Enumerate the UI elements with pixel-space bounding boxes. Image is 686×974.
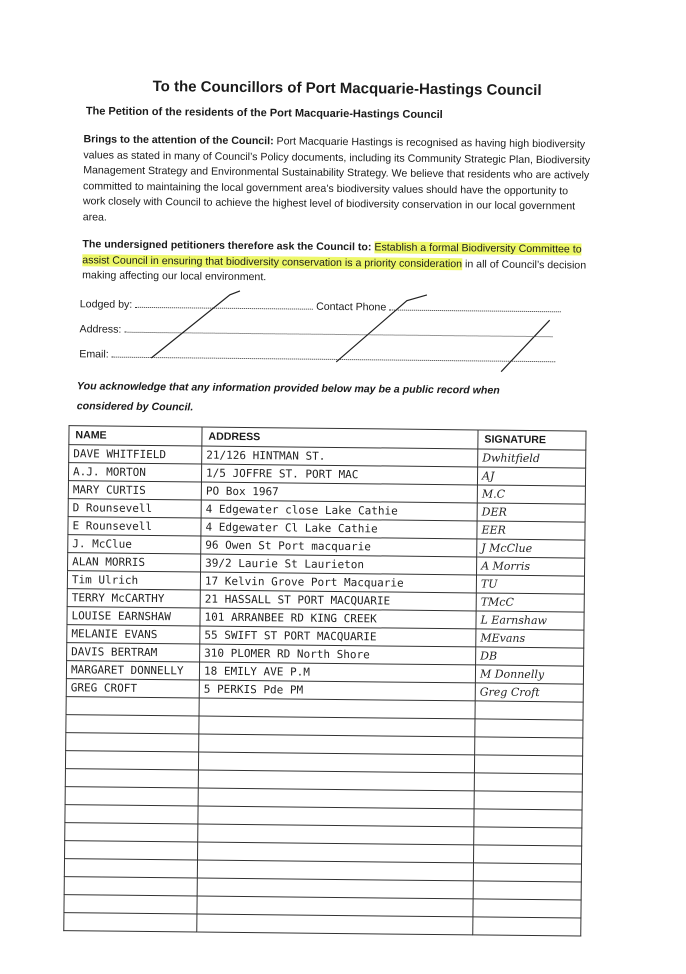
name-cell [65, 751, 198, 770]
name-cell [66, 715, 199, 734]
name-cell: GREG CROFT [66, 679, 199, 698]
address-cell: 18 EMILY AVE P.M [199, 662, 475, 683]
signature-cell [473, 845, 581, 864]
signature-cell [473, 899, 581, 918]
name-cell: E Rounsevell [68, 517, 201, 536]
address-label: Address: [79, 323, 122, 336]
name-cell [65, 841, 198, 860]
address-cell: 101 ARRANBEE RD KING CREEK [200, 608, 476, 629]
page-title: To the Councillors of Port Macquarie-Hastings Council [152, 78, 542, 100]
signature-cell: M.C [477, 485, 585, 504]
name-cell [64, 913, 197, 932]
signature-cell: L Earnshaw [476, 611, 584, 630]
address-cell: 17 Kelvin Grove Port Macquarie [200, 572, 476, 593]
signature-cell [474, 791, 582, 810]
signature-cell: A Morris [477, 557, 585, 576]
email-label: Email: [79, 348, 109, 361]
address-cell: 310 PLOMER RD North Shore [200, 644, 476, 665]
signature-cell: TMcC [476, 593, 584, 612]
address-cell: 1/5 JOFFRE ST. PORT MAC [201, 464, 477, 485]
signature-cell: J McClue [477, 539, 585, 558]
name-cell [64, 895, 197, 914]
signature-cell [474, 809, 582, 828]
name-cell: TERRY McCARTHY [67, 589, 200, 608]
lodged-by-label: Lodged by: [79, 298, 133, 311]
address-cell: 4 Edgewater Cl Lake Cathie [201, 518, 477, 539]
name-cell [66, 733, 199, 752]
address-cell: 55 SWIFT ST PORT MACQUARIE [200, 626, 476, 647]
address-cell: 39/2 Laurie St Laurieton [201, 554, 477, 575]
signature-cell: EER [477, 521, 585, 540]
column-header-address: ADDRESS [202, 427, 478, 449]
signature-cell [473, 863, 581, 882]
signature-cell: Greg Croft [475, 683, 583, 702]
name-cell: DAVE WHITFIELD [69, 445, 202, 464]
name-cell [65, 769, 198, 788]
name-cell [64, 877, 197, 896]
signature-cell: TU [476, 575, 584, 594]
name-cell: D Rounsevell [68, 499, 201, 518]
address-cell: 21 HASSALL ST PORT MACQUARIE [200, 590, 476, 611]
name-cell [65, 787, 198, 806]
acknowledgement-line-2: considered by Council. [76, 400, 194, 414]
signature-cell: M Donnelly [475, 665, 583, 684]
name-cell: A.J. MORTON [68, 463, 201, 482]
signature-cell: AJ [477, 467, 585, 486]
name-cell [65, 805, 198, 824]
address-cell: 4 Edgewater close Lake Cathie [201, 500, 477, 521]
address-cell: 5 PERKIS Pde PM [199, 680, 475, 701]
ask-label: The undersigned petitioners therefore ask the Council to: [82, 238, 372, 254]
brings-text: Port Macquarie Hastings is recognised as having high biodiversity values as stated in many of Council’s Policy documents, including its Community Strategic Plan, Biodiversity Management Strategy and Environmental Sustainability Strategy. We believe that residents who are actively committed to maintaining the local government area’s biodiversity values should have the opportunity to work closely with Council to achieve the highest level of biodiversity conservation in our local government area. [82, 135, 591, 224]
name-cell: MARY CURTIS [68, 481, 201, 500]
signature-cell: Dwhitfield [478, 449, 586, 468]
signature-cell [475, 719, 583, 738]
signature-cell [474, 827, 582, 846]
name-cell: DAVIS BERTRAM [67, 643, 200, 662]
name-cell: J. McClue [68, 535, 201, 554]
brings-label: Brings to the attention of the Council: [83, 133, 274, 148]
name-cell [64, 859, 197, 878]
highlighted-request: Establish a formal Biodiversity Committee to assist Council in ensuring that biodiversity conservation is a priority consideration [82, 241, 582, 270]
petition-subtitle: The Petition of the residents of the Port Macquarie-Hastings Council [85, 105, 443, 122]
signature-cell: MEvans [476, 629, 584, 648]
signature-cell [475, 737, 583, 756]
signature-cell [473, 917, 581, 936]
contact-phone-label: Contact Phone [316, 300, 387, 314]
address-cell: 96 Owen St Port macquarie [201, 536, 477, 557]
name-cell [66, 697, 199, 716]
ask-rest: in all of Council’s decision making affecting our local environment. [82, 257, 587, 284]
column-header-signature: SIGNATURE [478, 430, 586, 450]
table-body [64, 445, 586, 936]
signature-cell [474, 773, 582, 792]
address-cell: 21/126 HINTMAN ST. [202, 446, 478, 467]
address-cell [197, 914, 473, 935]
name-cell [65, 823, 198, 842]
signature-cell [473, 881, 581, 900]
address-cell: PO Box 1967 [201, 482, 477, 503]
signature-cell [475, 701, 583, 720]
signature-cell: DER [477, 503, 585, 522]
name-cell: MARGARET DONNELLY [66, 661, 199, 680]
name-cell: ALAN MORRIS [68, 553, 201, 572]
acknowledgement-line-1: You acknowledge that any information provided below may be a public record when [76, 380, 500, 397]
name-cell: LOUISE EARNSHAW [67, 607, 200, 626]
column-header-name: NAME [69, 426, 202, 446]
name-cell: MELANIE EVANS [67, 625, 200, 644]
name-cell: Tim Ulrich [67, 571, 200, 590]
signature-cell: DB [476, 647, 584, 666]
signature-table [63, 425, 586, 936]
signature-cell [474, 755, 582, 774]
